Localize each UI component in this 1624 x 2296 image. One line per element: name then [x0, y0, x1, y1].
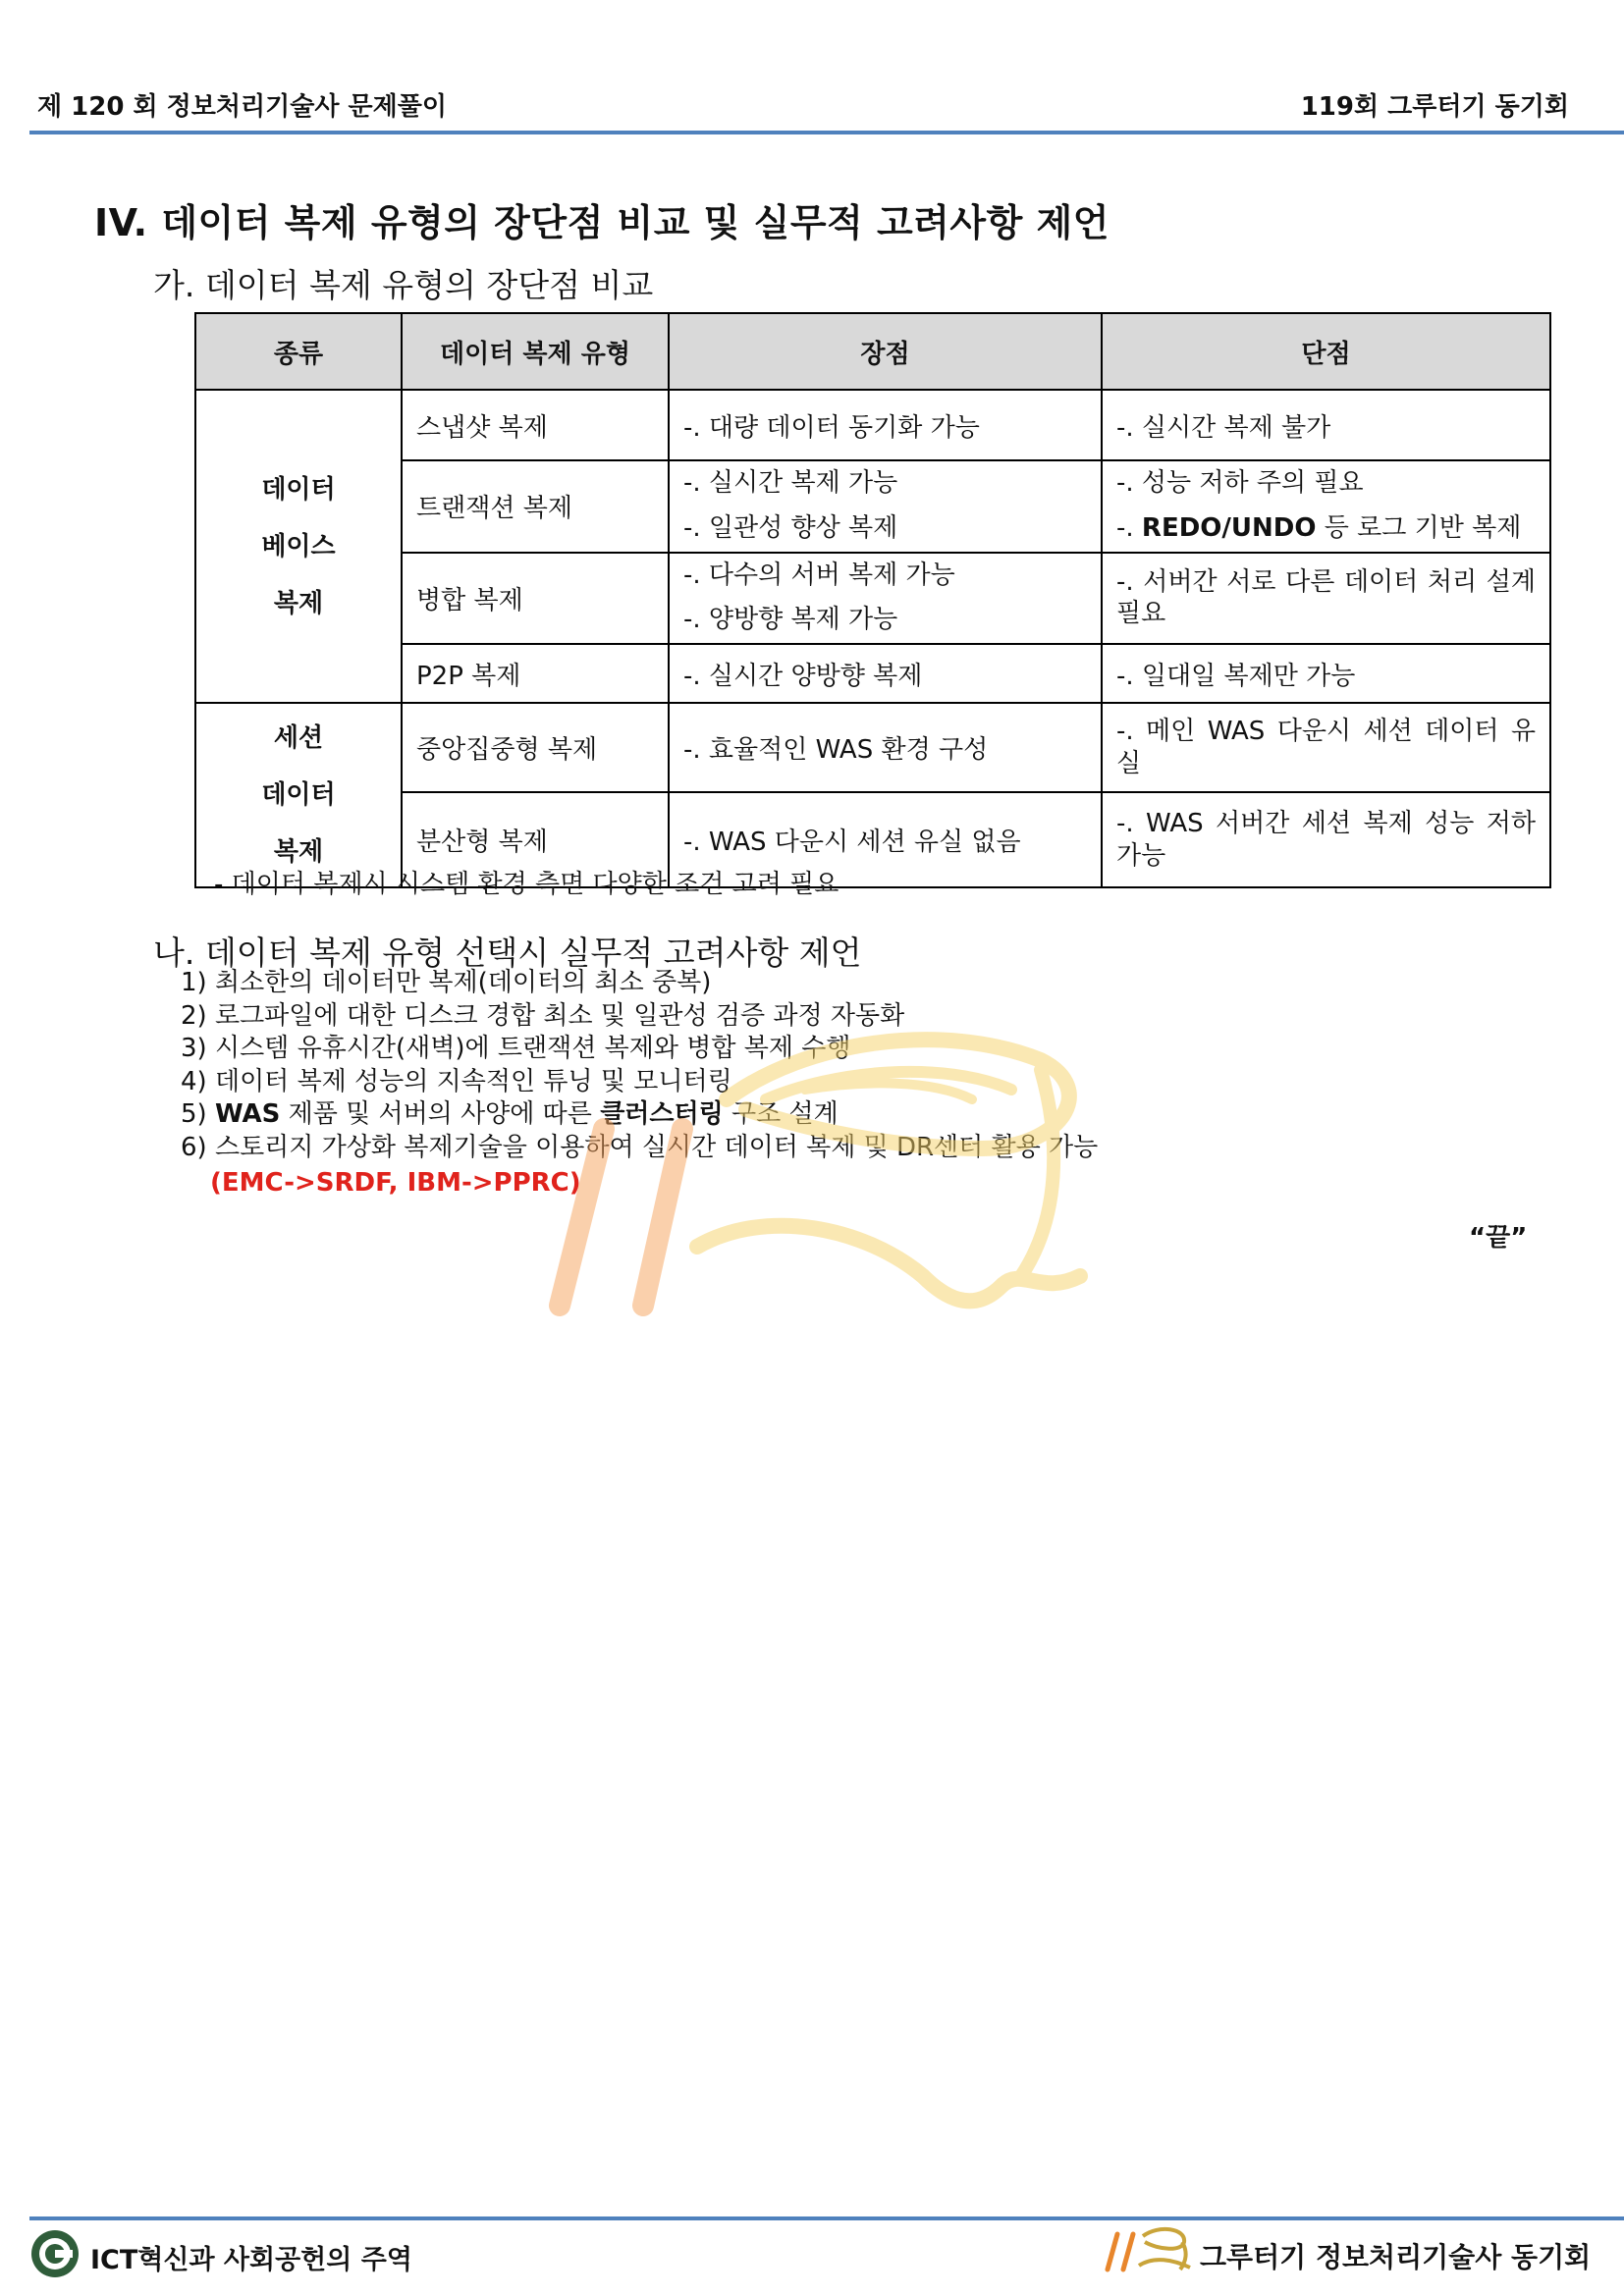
table-note: - 데이터 복제시 시스템 환경 측면 다양한 조건 고려 필요: [214, 870, 839, 899]
subsection-b-title: 나. 데이터 복제 유형 선택시 실무적 고려사항 제언: [153, 934, 862, 972]
footer-slogan: ICT혁신과 사회공헌의 주역: [90, 2245, 412, 2275]
end-mark: “끝”: [1469, 1223, 1528, 1253]
header-rule: [29, 131, 1624, 134]
list-item: 6) 스토리지 가상화 복제기술을 이용하여 실시간 데이터 복제 및 DR센터 활용 가능: [181, 1132, 1099, 1162]
header-cons: 단점: [1102, 313, 1550, 390]
section-title: IV. 데이터 복제 유형의 장단점 비교 및 실무적 고려사항 제언: [94, 201, 1110, 244]
header-right-title: 119회 그루터기 동기회: [1300, 92, 1569, 122]
table-row: [195, 703, 1550, 792]
pros-cell: -. 대량 데이터 동기화 가능: [669, 390, 1102, 460]
stump-watermark-icon: [511, 982, 1119, 1374]
list-item: 5) WAS 제품 및 서버의 사양에 따른 클러스터링 구조 설계: [181, 1099, 839, 1129]
type-cell: P2P 복제: [402, 644, 669, 703]
header-category: 종류: [195, 313, 402, 390]
replication-comparison-table: [194, 312, 1551, 888]
list-item: 4) 데이터 복제 성능의 지속적인 튜닝 및 모니터링: [181, 1066, 732, 1096]
stump-logo-icon: [1100, 2220, 1198, 2279]
cons-cell: -. 일대일 복제만 가능: [1102, 644, 1550, 703]
pros-cell: -. 효율적인 WAS 환경 구성: [669, 703, 1102, 792]
ict-logo-icon: [29, 2228, 81, 2279]
header-left-title: 제 120 회 정보처리기술사 문제풀이: [37, 92, 447, 122]
table-header-row: [195, 313, 1550, 390]
list-item: 3) 시스템 유휴시간(새벽)에 트랜잭션 복제와 병합 복제 수행: [181, 1034, 851, 1063]
cons-cell: -. 서버간 서로 다른 데이터 처리 설계 필요: [1102, 553, 1550, 645]
cons-cell: -. 실시간 복제 불가: [1102, 390, 1550, 460]
type-cell: 중앙집중형 복제: [402, 703, 669, 792]
type-cell: 분산형 복제: [402, 792, 669, 887]
pros-cell: -. 다수의 서버 복제 가능 -. 양방향 복제 가능: [669, 553, 1102, 645]
header-pros: 장점: [669, 313, 1102, 390]
category-session: 세션 데이터 복제: [195, 703, 402, 887]
type-cell: 병합 복제: [402, 553, 669, 645]
table-row: [195, 390, 1550, 460]
footer-organization: 그루터기 정보처리기술사 동기회: [1200, 2241, 1592, 2273]
pros-cell: -. WAS 다운시 세션 유실 없음: [669, 792, 1102, 887]
pros-cell: -. 실시간 양방향 복제: [669, 644, 1102, 703]
type-cell: 트랜잭션 복제: [402, 460, 669, 553]
pros-cell: -. 실시간 복제 가능 -. 일관성 향상 복제: [669, 460, 1102, 553]
cons-cell: -. WAS 서버간 세션 복제 성능 저하 가능: [1102, 792, 1550, 887]
cons-cell: -. 메인 WAS 다운시 세션 데이터 유실: [1102, 703, 1550, 792]
list-item: 1) 최소한의 데이터만 복제(데이터의 최소 중복): [181, 968, 712, 997]
header-type: 데이터 복제 유형: [402, 313, 669, 390]
list-item: 2) 로그파일에 대한 디스크 경합 최소 및 일관성 검증 과정 자동화: [181, 1000, 905, 1031]
subsection-a-title: 가. 데이터 복제 유형의 장단점 비교: [153, 266, 654, 304]
cons-cell: -. 성능 저하 주의 필요 -. REDO/UNDO 등 로그 기반 복제: [1102, 460, 1550, 553]
vendor-examples-note: (EMC->SRDF, IBM->PPRC): [210, 1168, 581, 1198]
type-cell: 스냅샷 복제: [402, 390, 669, 460]
category-database: 데이터 베이스 복제: [195, 390, 402, 703]
footer-rule: [29, 2216, 1624, 2220]
